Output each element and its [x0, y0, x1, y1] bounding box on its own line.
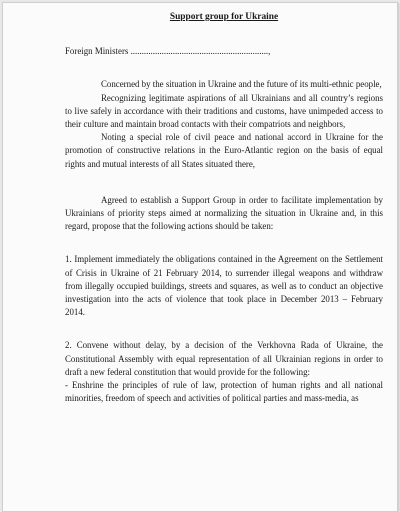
- document-body: [65, 11, 383, 405]
- paragraph-agreed: Agreed to establish a Support Group in order to facilitate implementation by Ukrainians of priority steps aimed at normalizing the situation in Ukraine and, in this regard, propose that the following actions should be taken:: [65, 194, 383, 232]
- salutation: Foreign Ministers ..............................................................,: [65, 46, 271, 57]
- paragraph-noting: Noting a special role of civil peace and national accord in Ukraine for the promotion of constructive relations in the Euro-Atlantic region on the basis of equal rights and mutual interests of all States situated there,: [65, 132, 383, 169]
- paragraph-point-2: 2. Convene without delay, by a decision of the Verkhovna Rada of Ukraine, the Constitutional Assembly with equal representation of all Ukrainian regions in order to draft a new federal constitution that would provide for the following:: [65, 340, 383, 377]
- paragraph-point-2-bullet: - Enshrine the principles of rule of law, protection of human rights and all national minorities, freedom of speech and activities of political parties and mass-media, as: [65, 380, 383, 404]
- document-title: Support group for Ukraine: [169, 12, 279, 22]
- paragraph-recognizing: Recognizing legitimate aspirations of all Ukrainians and all country’s regions to live safely in accordance with their traditions and customs, have unimpeded access to their culture and maintain broad contacts with their compatriots and neighbors,: [65, 92, 383, 130]
- paragraph-concerned: Concerned by the situation in Ukraine and the future of its multi-ethnic people,: [101, 79, 382, 90]
- paragraph-point-1: 1. Implement immediately the obligations contained in the Agreement on the Settlement of Crisis in Ukraine of 21 February 2014, to surrender illegal weapons and withdraw from illegally occupied buildings, streets and squares, as well as to conduct an objective investigation into the acts of violence that took place in December 2013 – February 2014.: [65, 254, 383, 318]
- document-page: [2, 2, 398, 512]
